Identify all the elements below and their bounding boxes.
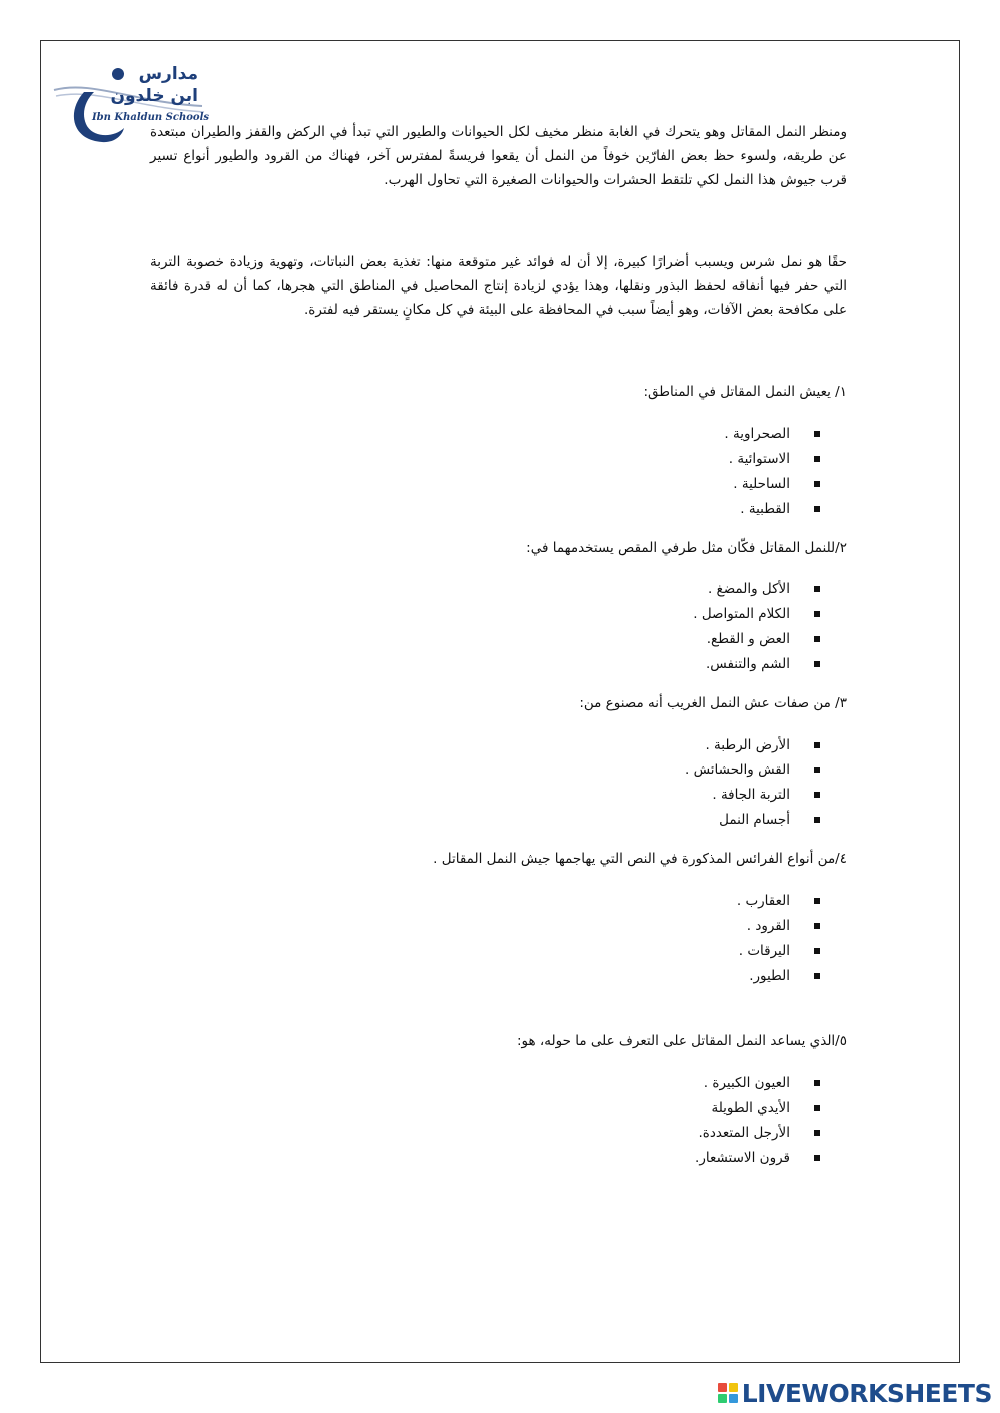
question-2-option-4[interactable] bbox=[693, 652, 820, 677]
option-label: الاستوائية . bbox=[728, 451, 790, 467]
question-2-option-2[interactable] bbox=[693, 602, 820, 627]
bullet-icon bbox=[814, 431, 820, 437]
option-label: القرود . bbox=[746, 918, 790, 934]
bullet-icon bbox=[814, 1080, 820, 1086]
question-5-text: ٥/الذي يساعد النمل المقاتل على التعرف على ما حوله، هو: bbox=[516, 1033, 847, 1049]
bullet-icon bbox=[814, 506, 820, 512]
bullet-icon bbox=[814, 948, 820, 954]
bullet-icon bbox=[814, 611, 820, 617]
option-label: الساحلية . bbox=[733, 476, 790, 492]
question-4-option-1[interactable] bbox=[737, 889, 820, 914]
logo-english: Ibn Khaldun Schools bbox=[92, 112, 210, 123]
question-4-options bbox=[737, 889, 820, 989]
option-label: الأيدي الطويلة bbox=[711, 1100, 790, 1116]
question-2-text: ٢/للنمل المقاتل فكّان مثل طرفي المقص يستخدمهما في: bbox=[526, 540, 847, 556]
bullet-icon bbox=[814, 1130, 820, 1136]
option-label: القطبية . bbox=[740, 501, 790, 517]
liveworksheets-watermark[interactable] bbox=[718, 1378, 992, 1408]
question-1-option-2[interactable] bbox=[724, 447, 820, 472]
question-1-option-1[interactable] bbox=[724, 422, 820, 447]
bullet-icon bbox=[814, 792, 820, 798]
bullet-icon bbox=[814, 898, 820, 904]
option-label: العقارب . bbox=[736, 893, 790, 909]
question-3-option-2[interactable] bbox=[685, 758, 820, 783]
question-5-option-1[interactable] bbox=[695, 1071, 820, 1096]
question-2-options bbox=[693, 577, 820, 677]
passage-paragraph-1: ومنظر النمل المقاتل وهو يتحرك في الغابة منظر مخيف لكل الحيوانات والطيور التي تبدأ في الركض والقفز والطيران مبتعدة عن طريقه، ولسوء حظ بعض الفارّين خوفاً من النمل أن يقعوا فريسةً لمفترس آخر، فهناك من القرود والطيور أنواع تسير قرب جيوش هذا النمل لكي تلتقط الحشرات والحيوانات الصغيرة التي تحاول الهرب. bbox=[150, 124, 847, 188]
question-2-option-3[interactable] bbox=[693, 627, 820, 652]
option-label: الأرجل المتعددة. bbox=[698, 1125, 790, 1141]
option-label: الشم والتنفس. bbox=[705, 656, 790, 672]
question-3-option-4[interactable] bbox=[685, 808, 820, 833]
liveworksheets-text: LIVEWORKSHEETS bbox=[741, 1378, 992, 1408]
question-5-option-3[interactable] bbox=[695, 1121, 820, 1146]
question-1-option-3[interactable] bbox=[724, 472, 820, 497]
bullet-icon bbox=[814, 1155, 820, 1161]
option-label: اليرقات . bbox=[738, 943, 790, 959]
option-label: قرون الاستشعار. bbox=[695, 1150, 790, 1166]
question-4-option-4[interactable] bbox=[737, 964, 820, 989]
passage-paragraph-2: حقًا هو نمل شرس ويسبب أضرارًا كبيرة، إلا أن له فوائد غير متوقعة منها: تغذية بعض النباتات، وتهوية وزيادة خصوبة التربة التي حفر فيها أنفاقه لحفظ البذور ونقلها، وهذا يؤدي لزيادة إنتاج المحاصيل في المناطق التي هجرها، كما أن له قدرة فائقة على مكافحة بعض الآفات، وهو أيضاً سبب في المحافظة على البيئة في كل مكانٍ يستقر فيه لفترة. bbox=[150, 254, 847, 318]
bullet-icon bbox=[814, 586, 820, 592]
option-label: الأكل والمضغ . bbox=[707, 581, 790, 597]
option-label: الطيور. bbox=[749, 968, 790, 984]
option-label: التربة الجافة . bbox=[712, 787, 790, 803]
question-4-option-2[interactable] bbox=[737, 914, 820, 939]
question-3-option-1[interactable] bbox=[685, 733, 820, 758]
question-3-text: ٣/ من صفات عش النمل الغريب أنه مصنوع من: bbox=[579, 695, 847, 711]
option-label: الأرض الرطبة . bbox=[705, 737, 790, 753]
question-1-text: ١/ يعيش النمل المقاتل في المناطق: bbox=[643, 384, 847, 400]
option-label: العيون الكبيرة . bbox=[703, 1075, 790, 1091]
question-5-option-2[interactable] bbox=[695, 1096, 820, 1121]
question-3-option-3[interactable] bbox=[685, 783, 820, 808]
bullet-icon bbox=[814, 481, 820, 487]
option-label: القش والحشائش . bbox=[684, 762, 790, 778]
option-label: العض و القطع. bbox=[706, 631, 790, 647]
logo-arabic-line2: ابن خلدون bbox=[110, 86, 198, 106]
question-4-text: ٤/من أنواع الفرائس المذكورة في النص التي يهاجمها جيش النمل المقاتل . bbox=[433, 851, 847, 867]
option-label: أجسام النمل bbox=[719, 812, 790, 828]
bullet-icon bbox=[814, 817, 820, 823]
question-3-options bbox=[685, 733, 820, 833]
question-1-options bbox=[724, 422, 820, 522]
question-4-option-3[interactable] bbox=[737, 939, 820, 964]
bullet-icon bbox=[814, 742, 820, 748]
question-5-option-4[interactable] bbox=[695, 1146, 820, 1171]
bullet-icon bbox=[814, 973, 820, 979]
bullet-icon bbox=[814, 661, 820, 667]
logo-arabic-line1: مدارس bbox=[138, 64, 198, 84]
bullet-icon bbox=[814, 636, 820, 642]
bullet-icon bbox=[814, 1105, 820, 1111]
option-label: الكلام المتواصل . bbox=[693, 606, 790, 622]
question-5-options bbox=[695, 1071, 820, 1171]
liveworksheets-logo-icon bbox=[718, 1383, 738, 1403]
question-1-option-4[interactable] bbox=[724, 497, 820, 522]
question-2-option-1[interactable] bbox=[693, 577, 820, 602]
bullet-icon bbox=[814, 456, 820, 462]
option-label: الصحراوية . bbox=[724, 426, 790, 442]
bullet-icon bbox=[814, 923, 820, 929]
bullet-icon bbox=[814, 767, 820, 773]
